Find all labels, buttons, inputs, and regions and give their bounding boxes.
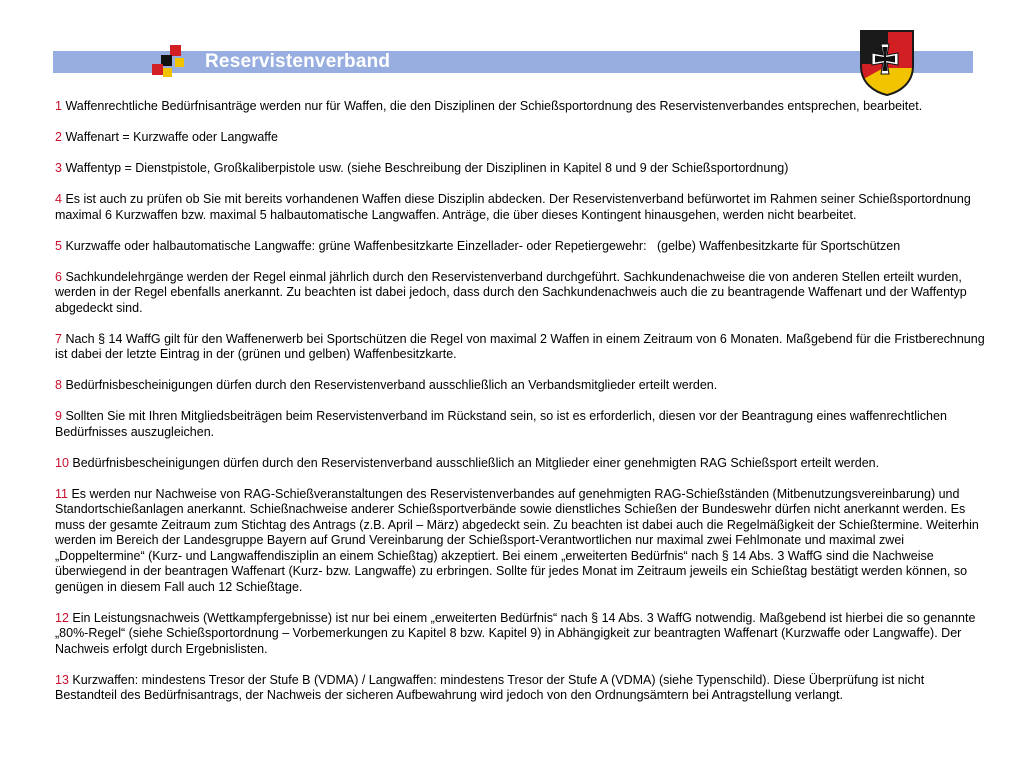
list-item (55, 456, 985, 472)
item-text: Sachkundelehrgänge werden der Regel einmal jährlich durch den Reservistenverband durchgeführt. Sachkundenachweise die von anderen Stellen erteilt wurden, werden in der Regel ebenfalls anerkannt. Zu beachten ist dabei jedoch, dass durch den Sachkundenachweis auch die zu beantragende Waffenart und der Waffentyp abgedeckt sind. (55, 269, 967, 315)
item-number: 11 (55, 486, 68, 501)
item-text: Nach § 14 WaffG gilt für den Waffenerwerb bei Sportschützen die Regel von maximal 2 Waffen in einem Zeitraum von 6 Monaten. Maßgebend für die Fristberechnung ist dabei der letzte Eintrag in der (grünen und gelben) Waffenbesitzkarte. (55, 331, 985, 361)
item-number: 3 (55, 161, 62, 175)
list-item (55, 673, 985, 704)
list-item (55, 487, 985, 596)
item-text: Kurzwaffe oder halbautomatische Langwaffe: grüne Waffenbesitzkarte Einzellader- oder Repetiergewehr: (gelbe) Waffenbesitzkarte für Sportschützen (65, 238, 901, 253)
list-item (55, 332, 985, 363)
item-text: Waffenart = Kurzwaffe oder Langwaffe (65, 130, 278, 144)
item-text: Bedürfnisbescheinigungen dürfen durch den Reservistenverband ausschließlich an Verbandsmitglieder erteilt werden. (65, 378, 718, 392)
item-number: 2 (55, 130, 62, 144)
item-number: 6 (55, 269, 62, 284)
header-title: Reservistenverband (205, 51, 391, 72)
item-number: 5 (55, 238, 62, 253)
list-item (55, 130, 985, 146)
item-number: 8 (55, 378, 62, 392)
header-banner (53, 51, 973, 73)
item-number: 13 (55, 672, 69, 687)
item-number: 9 (55, 409, 62, 423)
item-text: Sollten Sie mit Ihren Mitgliedsbeiträgen beim Reservistenverband im Rückstand sein, so ist es erforderlich, diesen vor der Beantragung eines waffenrechtlichen Bedürfnisses auszugleichen. (55, 409, 947, 439)
list-item (55, 239, 985, 255)
item-text: Kurzwaffen: mindestens Tresor der Stufe B (VDMA) / Langwaffen: mindestens Tresor der Stufe A (VDMA) (siehe Typenschild). Diese Überprüfung ist nicht Bestandteil des Bedürfnisantrags, der Nachweis der sicheren Aufbewahrung wird jedoch von den Ordnungsämtern bei Antragstellung verlangt. (55, 672, 925, 702)
iron-cross-shield-icon (858, 28, 916, 96)
list-item (55, 192, 985, 223)
list-item (55, 611, 985, 658)
requirements-list (55, 99, 985, 719)
reservistenverband-logo-icon (150, 42, 190, 82)
item-number: 12 (55, 610, 69, 625)
list-item (55, 409, 985, 440)
item-text: Bedürfnisbescheinigungen dürfen durch den Reservistenverband ausschließlich an Mitglieder einer genehmigten RAG Schießsport erteilt werden. (72, 455, 880, 470)
item-number: 10 (55, 455, 69, 470)
item-number: 4 (55, 192, 62, 206)
item-text: Waffenrechtliche Bedürfnisanträge werden nur für Waffen, die den Disziplinen der Schießsportordnung des Reservistenverbandes entsprechen, bearbeitet. (65, 99, 923, 113)
item-text: Es ist auch zu prüfen ob Sie mit bereits vorhandenen Waffen diese Disziplin abdecken. Der Reservistenverband befürwortet im Rahmen seiner Schießsportordnung maximal 6 Kurzwaffen bzw. maximal 5 halbautomatische Langwaffen. Anträge, die über dieses Kontingent hinausgehen, werden nicht bearbeitet. (55, 192, 971, 222)
item-text: Ein Leistungsnachweis (Wettkampfergebnisse) ist nur bei einem „erweiterten Bedürfnis“ nach § 14 Abs. 3 WaffG notwendig. Maßgebend ist hierbei die so genannte „80%-Regel“ (siehe Schießsportordnung – Vorbemerkungen zu Kapitel 8 bzw. Kapitel 9) in Abhängigkeit zur beantragten Waffenart (Kurzwaffe oder Langwaffe). Der Nachweis erfolgt durch Ergebnislisten. (55, 610, 976, 656)
item-number: 7 (55, 331, 62, 346)
item-number: 1 (55, 99, 62, 113)
item-text: Waffentyp = Dienstpistole, Großkaliberpistole usw. (siehe Beschreibung der Disziplinen in Kapitel 8 und 9 der Schießsportordnung) (65, 161, 789, 175)
list-item (55, 99, 985, 115)
list-item (55, 270, 985, 317)
list-item (55, 378, 985, 394)
item-text: Es werden nur Nachweise von RAG-Schießveranstaltungen des Reservistenverbandes auf genehmigten RAG-Schießständen (Mitbenutzungsvereinbarung) und Standortschießanlagen anerkannt. Schießnachweise anderer Schießsportverbände sowie dienstliches Schießen der Bundeswehr dürfen nicht anerkannt werden. Es muss der gesamte Zeitraum zum Stichtag des Antrags (z.B. April – März) abgedeckt sein. Zu beachten ist dabei auch die Regelmäßigkeit der Schießtermine. Weiterhin werden im Bereich der Landesgruppe Bayern auf Grund Vereinbarung der Schießsport-Verantwortlichen nur maximal zwei Fehlmonate und maximal zwei „Doppeltermine“ (Kurz- und Langwaffendisziplin an einem Schießtag) akzeptiert. Bei einem „erweiterten Bedürfnis“ nach § 14 Abs. 3 WaffG sind die Nachweise überwiegend in der beantragen Waffenart (Kurz- bzw. Langwaffe) zu erbringen. Sollte für jedes Monat im Zeitraum jeweils ein Schießtag bestätigt werden können, so genügen in diesem Fall auch 12 Schießtage. (55, 486, 979, 594)
list-item (55, 161, 985, 177)
